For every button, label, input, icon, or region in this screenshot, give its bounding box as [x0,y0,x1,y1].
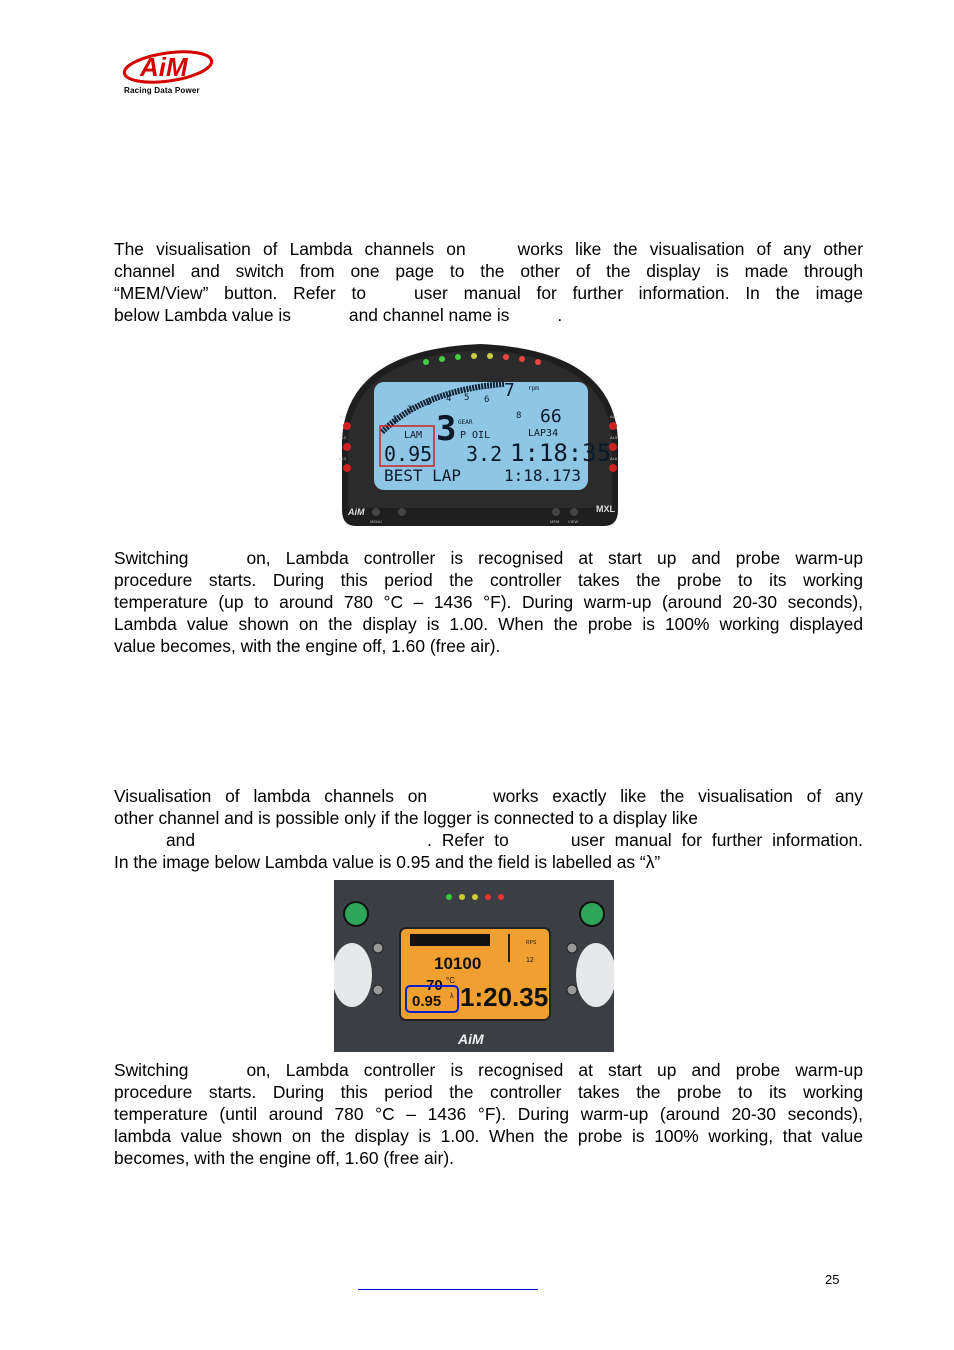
svg-text:AL4: AL4 [610,414,618,419]
svg-text:AL2: AL2 [339,435,347,440]
svg-text:AiM: AiM [348,507,365,517]
page-number: 25 [825,1272,840,1287]
svg-text:4: 4 [446,394,452,404]
svg-text:λ: λ [450,993,454,1000]
svg-text:AL5: AL5 [610,435,618,440]
svg-text:3.2: 3.2 [466,442,503,466]
svg-text:LAM: LAM [404,430,423,441]
svg-text:0.95: 0.95 [412,993,442,1010]
svg-text:GEAR: GEAR [458,419,473,426]
aim-logo-text: AiM [140,52,188,82]
text-line: In the image below Lambda value is 0.95 and the field is labelled as “λ” [114,852,661,872]
svg-text:3: 3 [426,398,432,408]
svg-text:MEM: MEM [550,519,560,524]
text-line: procedure starts. During this period the controller takes the probe to its working [114,1082,863,1102]
text-line: Lambda value shown on the display is 1.00. When the probe is 100% working displayed [114,614,863,634]
svg-text:70: 70 [426,977,443,994]
text-line: below Lambda value is and channel name is . [114,305,563,325]
svg-text:°C: °C [446,976,455,985]
svg-text:12: 12 [526,957,534,964]
svg-text:AL6: AL6 [610,456,618,461]
footer-link-underline[interactable] [358,1289,538,1290]
svg-text:6: 6 [484,395,490,405]
svg-text:MENU: MENU [370,519,382,524]
mxl-dashboard-image [334,340,626,530]
svg-text:7: 7 [504,380,515,401]
svg-text:rpm: rpm [528,385,539,392]
svg-text:10100: 10100 [434,954,482,973]
svg-text:VIEW: VIEW [568,519,579,524]
text-line: Visualisation of lambda channels on works exactly like the visualisation of any [114,786,863,806]
svg-text:AL3: AL3 [339,456,347,461]
section1-paragraph1 [114,238,863,326]
section2-paragraph2 [114,1059,863,1169]
logo-tagline: Racing Data Power [124,86,200,95]
text-line: temperature (until around 780 °C – 1436 °F). During warm-up (around 20-30 seconds), [114,1104,863,1124]
text-line: other channel and is possible only if the logger is connected to a display like [114,808,698,828]
svg-text:BEST LAP: BEST LAP [384,466,462,485]
svg-text:1:20.35: 1:20.35 [460,982,549,1012]
text-line: temperature (up to around 780 °C – 1436 °F). During warm-up (around 20-30 seconds), [114,592,863,612]
svg-text:3: 3 [436,409,457,449]
svg-text:8: 8 [516,411,522,421]
svg-text:LAP34: LAP34 [528,428,559,439]
svg-text:RPS: RPS [526,940,537,946]
text-line: Switching on, Lambda controller is recognised at start up and probe warm-up [114,1060,863,1080]
svg-text:AL1: AL1 [339,414,347,419]
text-line: channel and switch from one page to the other of the display is made through [114,261,863,281]
svg-text:AiM: AiM [458,1031,484,1047]
svg-text:5: 5 [464,393,470,403]
text-line: procedure starts. During this period the controller takes the probe to its working [114,570,863,590]
text-line: and . Refer to user manual for further information. [166,830,863,850]
section2-paragraph1 [114,785,863,873]
text-line: lambda value shown on the display is 1.00. When the probe is 100% working, that value [114,1126,863,1146]
text-line: The visualisation of Lambda channels on works like the visualisation of any other [114,239,863,259]
text-line: becomes, with the engine off, 1.60 (free air). [114,1148,454,1168]
text-line: Switching on, Lambda controller is recognised at start up and probe warm-up [114,548,863,568]
svg-text:1:18:35: 1:18:35 [510,439,612,467]
text-line: “MEM/View” button. Refer to user manual for further information. In the image [114,283,864,303]
steering-display-image [334,880,614,1052]
svg-text:1:18.173: 1:18.173 [504,466,582,485]
svg-text:2: 2 [407,405,413,415]
svg-text:0.95: 0.95 [384,442,433,466]
svg-text:MXL: MXL [596,504,615,514]
svg-text:1: 1 [392,415,398,425]
section1-paragraph2 [114,547,863,657]
svg-text:66: 66 [540,406,562,427]
svg-text:P OIL: P OIL [460,430,491,441]
text-line: value becomes, with the engine off, 1.60 (free air). [114,636,501,656]
